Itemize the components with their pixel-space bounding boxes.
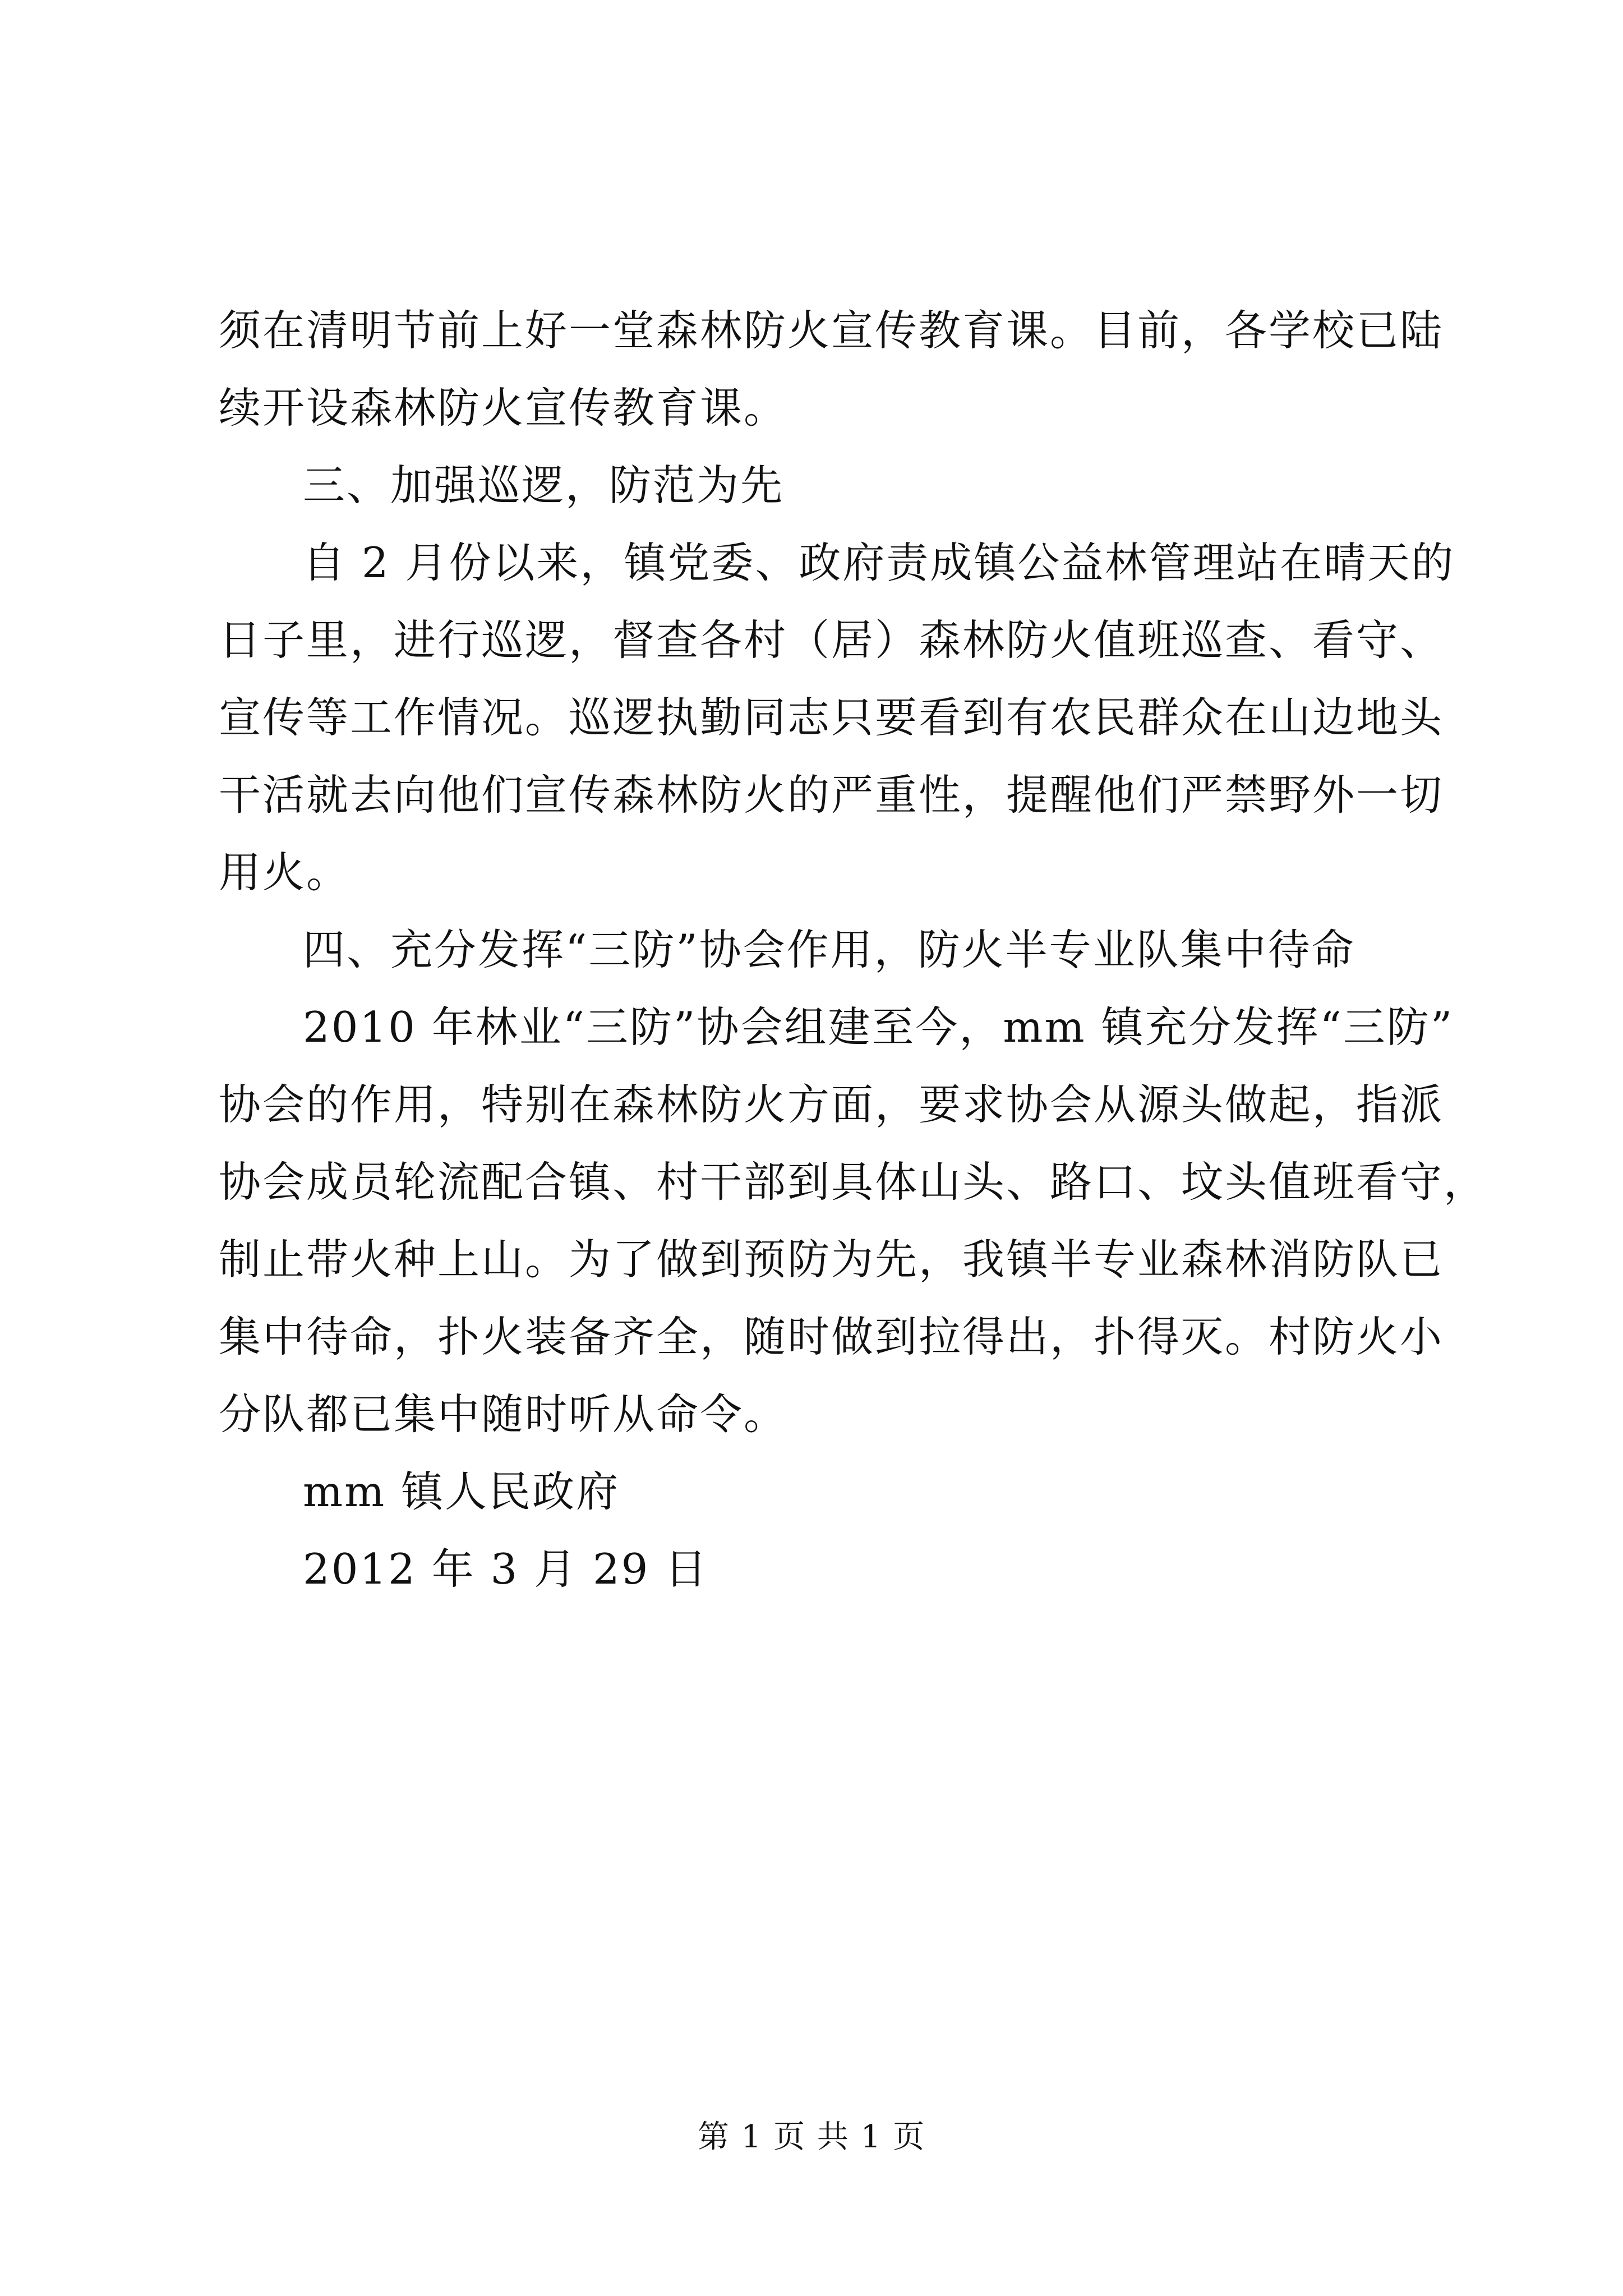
- paragraph-line: 宣传等工作情况。巡逻执勤同志只要看到有农民群众在山边地头: [219, 693, 1444, 742]
- paragraph-line: 须在清明节前上好一堂森林防火宣传教育课。目前，各学校已陆: [219, 306, 1444, 355]
- paragraph-line: 2010 年林业“三防”协会组建至今，mm 镇充分发挥“三防”: [303, 1002, 1454, 1052]
- signature-organization: mm 镇人民政府: [303, 1467, 620, 1516]
- paragraph-line: 用火。: [219, 848, 351, 897]
- document-body: [219, 292, 1488, 1608]
- section-heading-4: 四、充分发挥“三防”协会作用，防火半专业队集中待命: [303, 925, 1355, 974]
- paragraph-line: 干活就去向他们宣传森林防火的严重性，提醒他们严禁野外一切: [219, 770, 1444, 820]
- paragraph-line: 制止带火种上山。为了做到预防为先，我镇半专业森林消防队已: [219, 1235, 1444, 1284]
- paragraph-line: 分队都已集中随时听从命令。: [219, 1389, 788, 1439]
- paragraph-line: 日子里，进行巡逻，督查各村（居）森林防火值班巡查、看守、: [219, 615, 1444, 665]
- paragraph-line: 自 2 月份以来，镇党委、政府责成镇公益林管理站在晴天的: [303, 538, 1455, 587]
- paragraph-line: 协会成员轮流配合镇、村干部到具体山头、路口、坟头值班看守，: [219, 1157, 1488, 1207]
- paragraph-line: 协会的作用，特别在森林防火方面，要求协会从源头做起，指派: [219, 1080, 1444, 1129]
- page-number-footer: 第 1 页 共 1 页: [697, 2119, 926, 2155]
- signature-date: 2012 年 3 月 29 日: [303, 1544, 709, 1594]
- section-heading-3: 三、加强巡逻，防范为先: [303, 461, 785, 510]
- paragraph-line: 集中待命，扑火装备齐全，随时做到拉得出，扑得灭。村防火小: [219, 1312, 1444, 1361]
- paragraph-line: 续开设森林防火宣传教育课。: [219, 383, 788, 432]
